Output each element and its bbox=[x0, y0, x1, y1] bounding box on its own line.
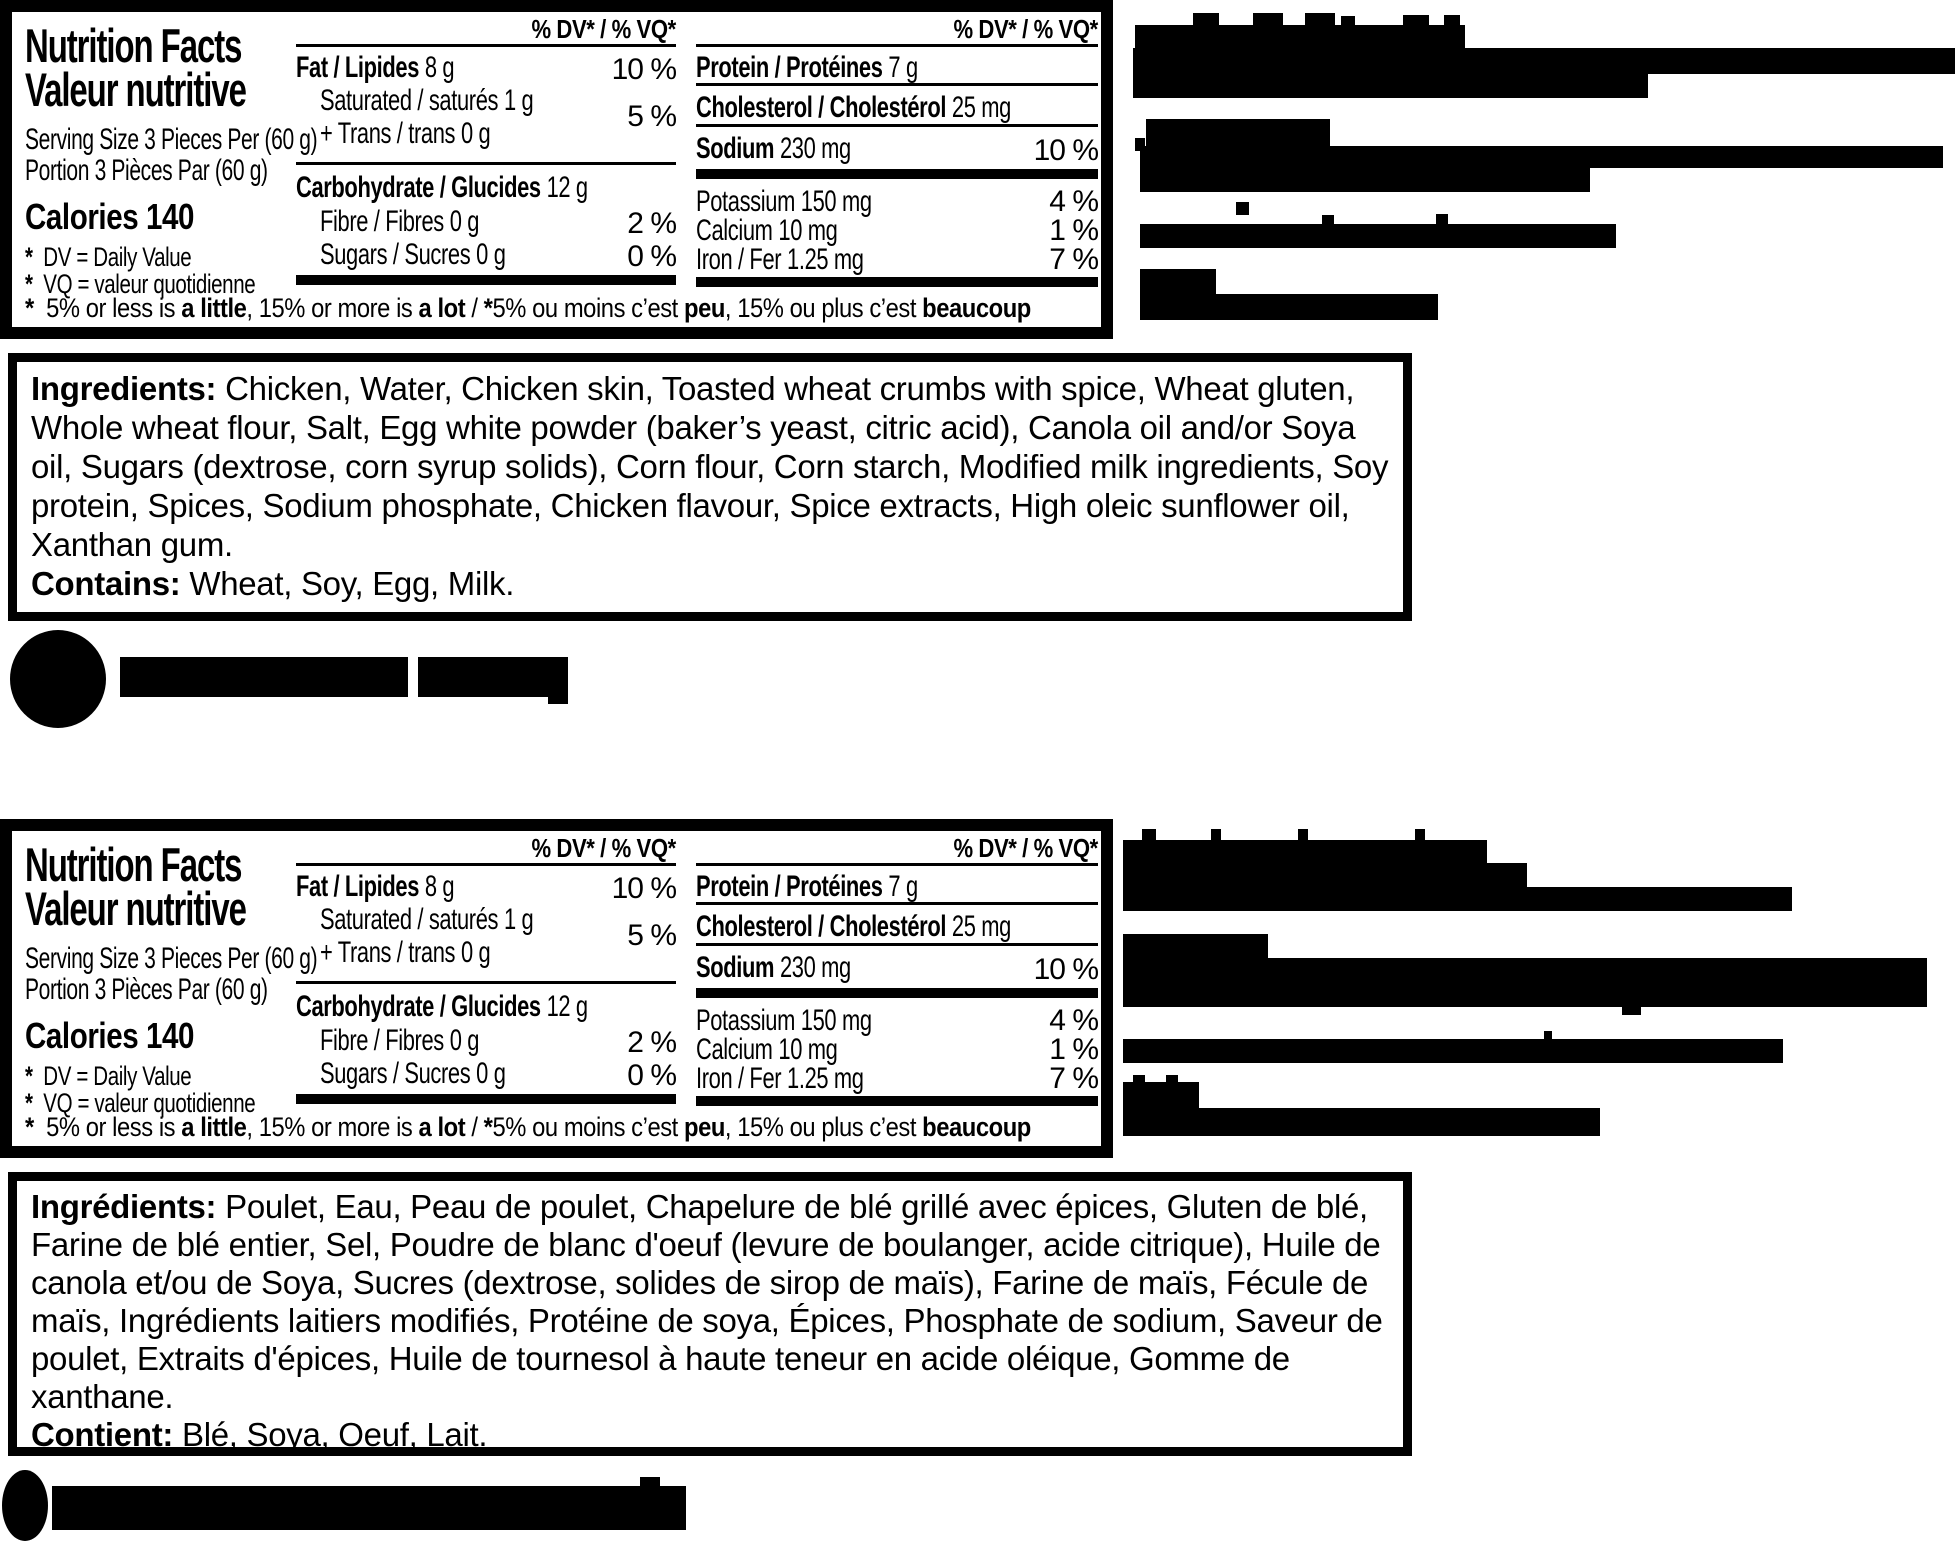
redacted-text-line bbox=[1622, 1006, 1641, 1015]
redacted-brand-text bbox=[120, 657, 408, 697]
redacted-brand-text bbox=[548, 694, 568, 704]
row-potassium: Potassium 150 mg 4 % bbox=[696, 185, 1098, 218]
redacted-text-line bbox=[1123, 958, 1927, 1007]
redacted-text-line bbox=[1140, 146, 1943, 168]
nf-calories: Calories 140 bbox=[25, 1015, 195, 1056]
row-iron: Iron / Fer 1.25 mg 7 % bbox=[696, 1062, 1098, 1095]
nf-title-fr: Valeur nutritive bbox=[25, 882, 246, 935]
divider bbox=[296, 44, 676, 47]
ingredients-text-fr: Ingrédients: Poulet, Eau, Peau de poulet, Chapelure de blé grillé avec épices, Gluten de blé, Farine de blé entier, Sel, Poudre de blanc d'oeuf (levure de boulanger, acide citrique), Huile de canola et/ou de Soya, Sucres (dextrose, solides de sirop de maïs), Farine de maïs, Fécule de maïs, Ingrédients laitiers modifiés, Protéine de soya, Épices, Phosphate de sodium, Saveur de poulet, Extraits d'épices, Huile de tournesol à haute teneur en acide oléique, Gomme de xanthane. bbox=[31, 1188, 1383, 1415]
ingredients-box-fr bbox=[8, 1172, 1412, 1456]
redacted-text-line bbox=[1123, 1108, 1600, 1136]
row-saturated-trans: Saturated / saturés 1 g + Trans / trans 0 g 5 % bbox=[320, 903, 676, 969]
redacted-brand-text bbox=[52, 1486, 686, 1530]
row-fibre: Fibre / Fibres 0 g 2 % bbox=[320, 1024, 676, 1059]
thick-divider bbox=[696, 277, 1098, 287]
row-calcium: Calcium 10 mg 1 % bbox=[696, 1033, 1098, 1066]
nf-left-column bbox=[25, 19, 325, 299]
nf-title-fr: Valeur nutritive bbox=[25, 63, 246, 116]
nf-vq-note: * VQ = valeur quotidienne bbox=[25, 1088, 256, 1118]
redacted-text-line bbox=[1135, 25, 1465, 50]
contains-text-en: Contains: Wheat, Soy, Egg, Milk. bbox=[31, 565, 515, 602]
pct-dv-header: % DV* / % VQ* bbox=[953, 833, 1098, 863]
row-calcium: Calcium 10 mg 1 % bbox=[696, 214, 1098, 247]
redacted-text-line bbox=[1133, 73, 1648, 98]
ingredients-text-en: Ingredients: Chicken, Water, Chicken skin, Toasted wheat crumbs with spice, Wheat gluten, Whole wheat flour, Salt, Egg white powder (baker’s yeast, citric acid), Canola oil and/or Soya oil, Sugars (dextrose, corn syrup solids), Corn flour, Corn starch, Modified milk ingredients, Soy protein, Spices, Sodium phosphate, Chicken flavour, Spice extracts, High oleic sunflower oil, Xanthan gum. bbox=[31, 370, 1389, 563]
row-fibre: Fibre / Fibres 0 g 2 % bbox=[320, 205, 676, 240]
nutrition-facts-panel-bottom bbox=[0, 819, 1113, 1158]
redacted-text-line bbox=[1140, 269, 1216, 296]
divider bbox=[296, 863, 676, 866]
thick-divider bbox=[296, 275, 676, 285]
redacted-text-line bbox=[1123, 1082, 1199, 1109]
contains-text-fr: Contient: Blé, Soya, Oeuf, Lait. bbox=[31, 1416, 488, 1453]
nf-title-en: Nutrition Facts bbox=[25, 838, 242, 891]
row-potassium: Potassium 150 mg 4 % bbox=[696, 1004, 1098, 1037]
redacted-logo-mark bbox=[2, 1470, 48, 1541]
row-sugars: Sugars / Sucres 0 g 0 % bbox=[320, 1057, 676, 1092]
row-fat: Fat / Lipides 8 g 10 % bbox=[296, 51, 676, 86]
nf-vq-note: * VQ = valeur quotidienne bbox=[25, 269, 256, 299]
nf-right-column bbox=[696, 833, 1098, 1106]
nutrition-facts-panel-top bbox=[0, 0, 1113, 339]
redacted-text-line bbox=[1341, 16, 1355, 25]
pct-dv-header: % DV* / % VQ* bbox=[531, 833, 676, 863]
redacted-text-line bbox=[1123, 934, 1268, 959]
row-fat: Fat / Lipides 8 g 10 % bbox=[296, 870, 676, 905]
ingredients-box-en bbox=[8, 353, 1412, 621]
nf-middle-column bbox=[296, 14, 676, 285]
redacted-text-line bbox=[1140, 294, 1438, 320]
redacted-brand-text bbox=[418, 657, 568, 697]
divider bbox=[296, 162, 676, 165]
redacted-text-line bbox=[1123, 887, 1792, 911]
nf-left-column bbox=[25, 838, 325, 1118]
redacted-text-line bbox=[1140, 224, 1616, 248]
redacted-text-line bbox=[1253, 13, 1283, 25]
nf-middle-column bbox=[296, 833, 676, 1104]
nf-calories: Calories 140 bbox=[25, 196, 195, 237]
nf-serving-size-fr: Portion 3 Pièces Par (60 g) bbox=[25, 154, 268, 187]
row-carbohydrate: Carbohydrate / Glucides 12 g bbox=[296, 171, 588, 204]
nf-right-column bbox=[696, 14, 1098, 287]
row-saturated-trans: Saturated / saturés 1 g + Trans / trans 0 g 5 % bbox=[320, 84, 676, 150]
redacted-text-line bbox=[1146, 119, 1330, 148]
redacted-text-line bbox=[1236, 202, 1249, 215]
pct-dv-header: % DV* / % VQ* bbox=[953, 14, 1098, 44]
row-cholesterol: Cholesterol / Cholestérol 25 mg bbox=[696, 910, 1011, 943]
nf-title-en: Nutrition Facts bbox=[25, 19, 242, 72]
redacted-text-line bbox=[1305, 13, 1335, 25]
row-iron: Iron / Fer 1.25 mg 7 % bbox=[696, 243, 1098, 276]
thick-divider bbox=[696, 169, 1098, 179]
redacted-text-line bbox=[1140, 167, 1590, 192]
row-protein: Protein / Protéines 7 g bbox=[696, 51, 918, 84]
nf-serving-size-fr: Portion 3 Pièces Par (60 g) bbox=[25, 973, 268, 1006]
pct-dv-header: % DV* / % VQ* bbox=[531, 14, 676, 44]
divider bbox=[296, 981, 676, 984]
redacted-text-line bbox=[1133, 48, 1955, 74]
row-protein: Protein / Protéines 7 g bbox=[696, 870, 918, 903]
row-cholesterol: Cholesterol / Cholestérol 25 mg bbox=[696, 91, 1011, 124]
redacted-logo-mark bbox=[10, 630, 106, 728]
redacted-brand-text bbox=[640, 1477, 660, 1487]
redacted-text-line bbox=[1123, 1039, 1783, 1063]
redacted-text-line bbox=[1123, 840, 1487, 864]
row-sugars: Sugars / Sucres 0 g 0 % bbox=[320, 238, 676, 273]
nf-dv-note: * DV = Daily Value bbox=[25, 1061, 192, 1091]
thick-divider bbox=[296, 1094, 676, 1104]
nf-serving-size-en: Serving Size 3 Pieces Per (60 g) bbox=[25, 123, 318, 156]
row-sodium: Sodium 230 mg 10 % bbox=[696, 132, 1098, 167]
redacted-text-line bbox=[1123, 863, 1527, 888]
row-sodium: Sodium 230 mg 10 % bbox=[696, 951, 1098, 986]
thick-divider bbox=[696, 988, 1098, 998]
thick-divider bbox=[696, 1096, 1098, 1106]
nf-footnote: * 5% or less is a little, 15% or more is a lot / *5% ou moins c’est peu, 15% ou plus c’est beaucoup bbox=[25, 1112, 1031, 1142]
nf-serving-size-en: Serving Size 3 Pieces Per (60 g) bbox=[25, 942, 318, 975]
redacted-text-line bbox=[1193, 13, 1219, 25]
nf-dv-note: * DV = Daily Value bbox=[25, 242, 192, 272]
nf-footnote: * 5% or less is a little, 15% or more is a lot / *5% ou moins c’est peu, 15% ou plus c’est beaucoup bbox=[25, 293, 1031, 323]
row-carbohydrate: Carbohydrate / Glucides 12 g bbox=[296, 990, 588, 1023]
